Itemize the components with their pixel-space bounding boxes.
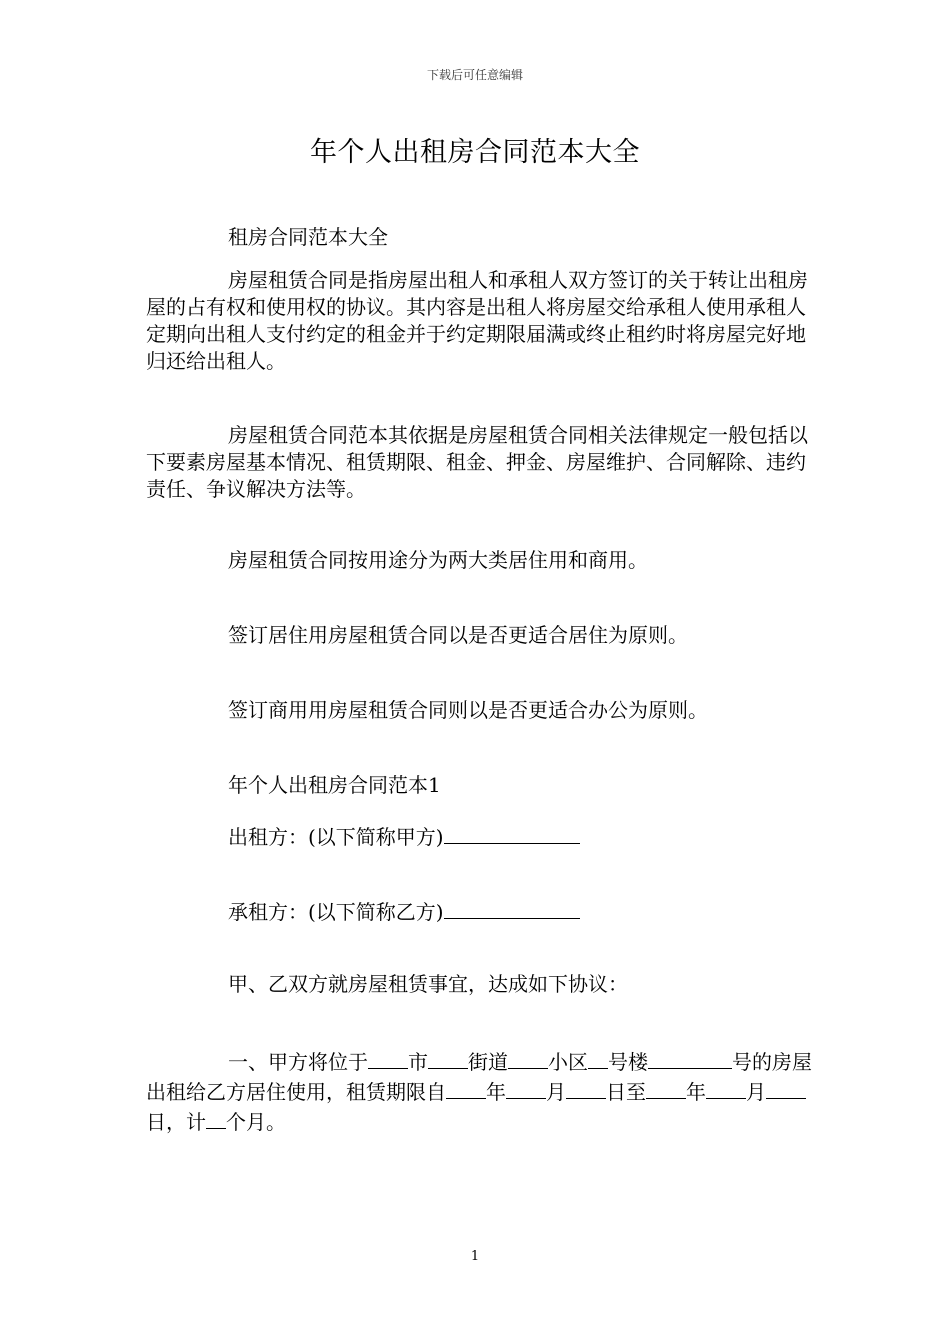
- start-year-label: 年: [486, 1080, 506, 1104]
- building-blank: [588, 1046, 608, 1069]
- start-month-label: 月: [546, 1080, 566, 1104]
- header-note: 下载后可任意编辑: [426, 68, 523, 82]
- end-day-label: 日，计: [146, 1110, 206, 1134]
- paragraph-definition: 房屋租赁合同是指房屋出租人和承租人双方签订的关于转让出租房屋的占有权和使用权的协议。其内容是出租人将房屋交给承租人使用承租人定期向出租人支付约定的租金并于约定期限届满或终止租约时将房屋完好地归还给出租人。: [146, 268, 808, 373]
- page-number: 1: [470, 1249, 480, 1264]
- paragraph-subtitle: 租房合同范本大全: [228, 225, 388, 249]
- district-blank: [508, 1046, 548, 1069]
- start-day-label: 日至: [606, 1080, 646, 1104]
- start-month-blank: [506, 1076, 546, 1099]
- end-month-blank: [706, 1076, 746, 1099]
- street-label: 街道: [468, 1050, 508, 1074]
- lessor-blank: [444, 821, 580, 844]
- lessor-label: 出租方：(以下简称甲方): [228, 825, 444, 849]
- clause-lead: 一、甲方将位于: [228, 1050, 368, 1074]
- lessee-label: 承租方：(以下简称乙方): [228, 900, 444, 924]
- city-label: 市: [408, 1050, 428, 1074]
- document-title: 年个人出租房合同范本大全: [310, 137, 640, 168]
- paragraph-commercial: 签订商用用房屋租赁合同则以是否更适合办公为原则。: [228, 698, 708, 722]
- paragraph-elements: 房屋租赁合同范本其依据是房屋租赁合同相关法律规定一般包括以下要素房屋基本情况、租赁期限、租金、押金、房屋维护、合同解除、违约责任、争议解决方法等。: [146, 423, 808, 501]
- months-blank: [206, 1106, 226, 1129]
- city-blank: [368, 1046, 408, 1069]
- start-year-blank: [446, 1076, 486, 1099]
- end-year-label: 年: [686, 1080, 706, 1104]
- unit-text: 号的房屋出租给乙方居住使用，租赁期限自: [146, 1050, 812, 1104]
- paragraph-categories: 房屋租赁合同按用途分为两大类居住用和商用。: [228, 548, 648, 572]
- start-day-blank: [566, 1076, 606, 1099]
- lessee-blank: [444, 896, 580, 919]
- paragraph-lessee: [146, 896, 818, 926]
- street-blank: [428, 1046, 468, 1069]
- paragraph-residential: 签订居住用房屋租赁合同以是否更适合居住为原则。: [228, 623, 688, 647]
- end-year-blank: [646, 1076, 686, 1099]
- paragraph-sample-heading: 年个人出租房合同范本1: [228, 773, 441, 797]
- district-label: 小区: [548, 1050, 588, 1074]
- paragraph-clause-one: [146, 1046, 818, 1136]
- end-month-label: 月: [746, 1080, 766, 1104]
- end-day-blank: [766, 1076, 806, 1099]
- room-blank: [648, 1046, 732, 1069]
- paragraph-lessor: [146, 821, 818, 851]
- building-label: 号楼: [608, 1050, 648, 1074]
- months-label: 个月。: [226, 1110, 286, 1134]
- paragraph-agreement: 甲、乙双方就房屋租赁事宜，达成如下协议：: [228, 972, 628, 996]
